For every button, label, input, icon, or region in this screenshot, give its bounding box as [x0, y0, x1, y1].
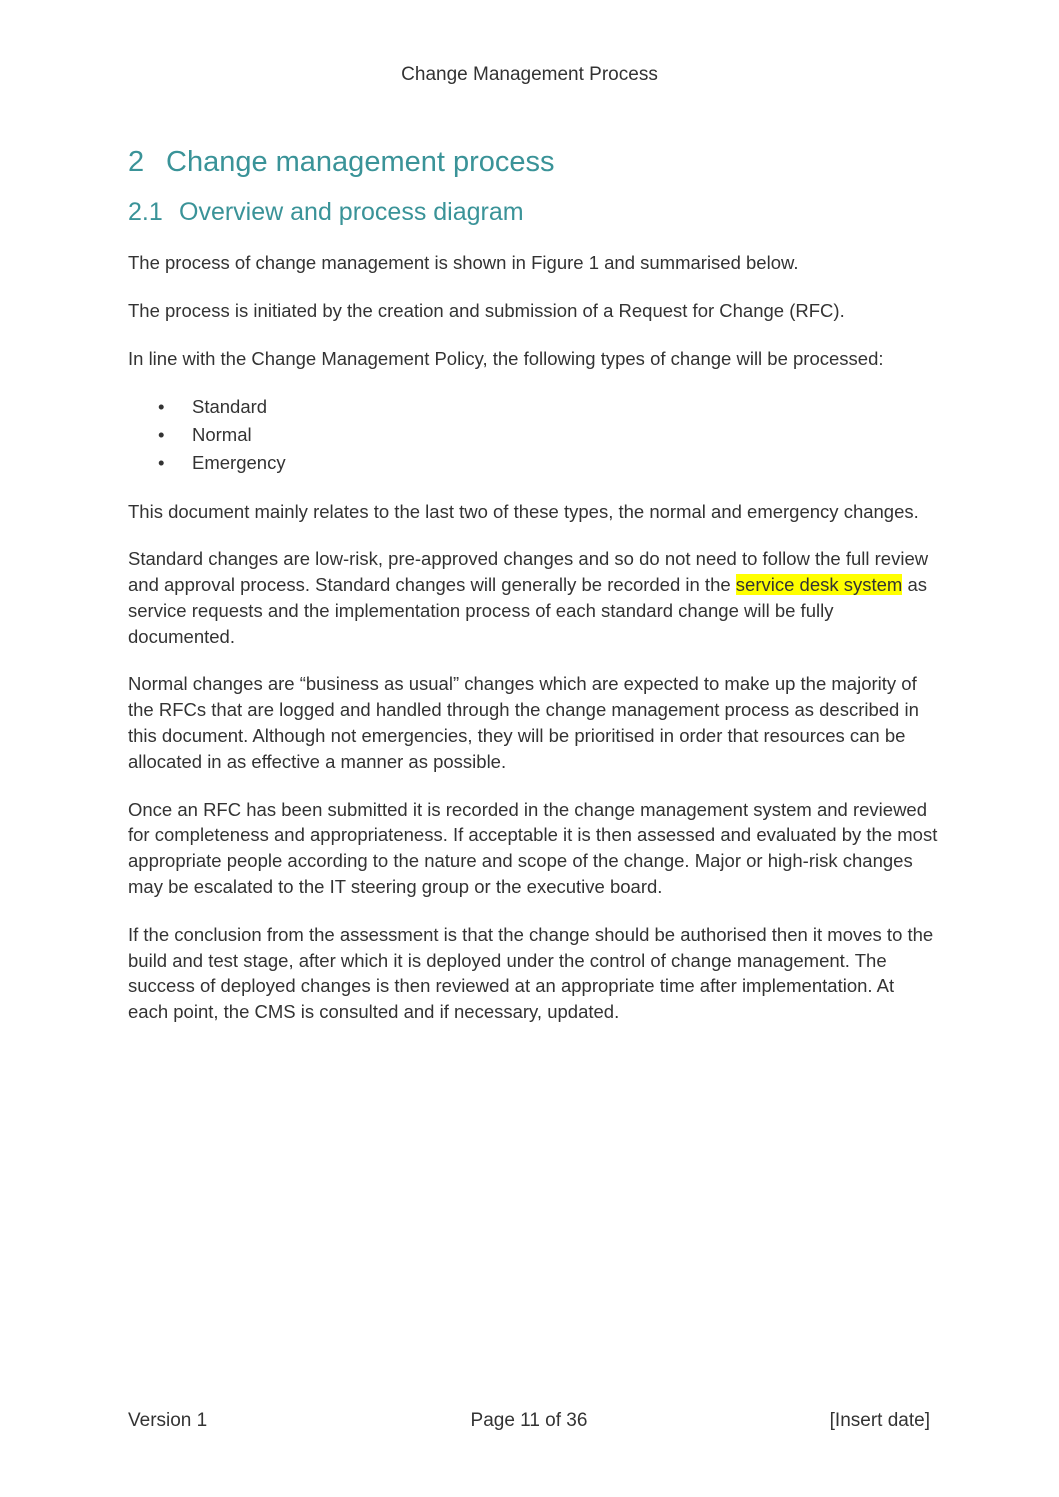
change-type-list [128, 393, 938, 476]
paragraph: Once an RFC has been submitted it is recorded in the change management system and reviewed for completeness and appropriateness. If acceptable it is then assessed and evaluated by the most appropriate people according to the nature and scope of the change. Major or high-risk changes may be escalated to the IT steering group or the executive board. [128, 798, 938, 898]
footer-date: [Insert date] [829, 1410, 930, 1431]
section-number: 2 [128, 146, 145, 178]
bullet-icon: • [158, 451, 165, 473]
paragraph: In line with the Change Management Policy, the following types of change will be processed: [128, 347, 884, 369]
footer-page-number: Page 11 of 36 [470, 1410, 588, 1431]
list-item: • Standard [128, 393, 938, 421]
paragraph: Normal changes are “business as usual” changes which are expected to make up the majority of the RFCs that are logged and handled through the change management process as described in this document. Although not emergencies, they will be prioritised in order that resources can be allocated in as effective a manner as possible. [128, 673, 919, 772]
paragraph: This document mainly relates to the last two of these types, the normal and emergency changes. [128, 500, 919, 522]
list-item: • Normal [128, 421, 938, 449]
paragraph: The process is initiated by the creation and submission of a Request for Change (RFC). [128, 299, 845, 321]
bullet-icon: • [158, 424, 165, 446]
page-header: Change Management Process [401, 64, 658, 85]
document-body [128, 140, 938, 1025]
subsection-title: Overview and process diagram [179, 198, 524, 226]
subsection-heading [128, 194, 938, 230]
list-item: • Emergency [128, 449, 938, 477]
paragraph: The process of change management is shown in Figure 1 and summarised below. [128, 252, 799, 273]
footer-version: Version 1 [128, 1410, 208, 1431]
section-heading [128, 140, 938, 184]
paragraph: If the conclusion from the assessment is that the change should be authorised then it moves to the build and test stage, after which it is deployed under the control of change management. The success of deployed changes is then reviewed at an appropriate time after implementation. At each point, the CMS is consulted and if necessary, updated. [128, 923, 934, 1023]
highlighted-text: service desk system [735, 574, 903, 596]
paragraph: Standard changes are low-risk, pre-approved changes and so do not need to follow the full review and approval process. Standard changes will generally be recorded in the service desk system as service requests and the implementation process of each standard change will be fully documented. [128, 548, 929, 647]
bullet-icon: • [158, 396, 165, 418]
section-title: Change management process [166, 146, 555, 178]
subsection-number: 2.1 [128, 198, 163, 226]
